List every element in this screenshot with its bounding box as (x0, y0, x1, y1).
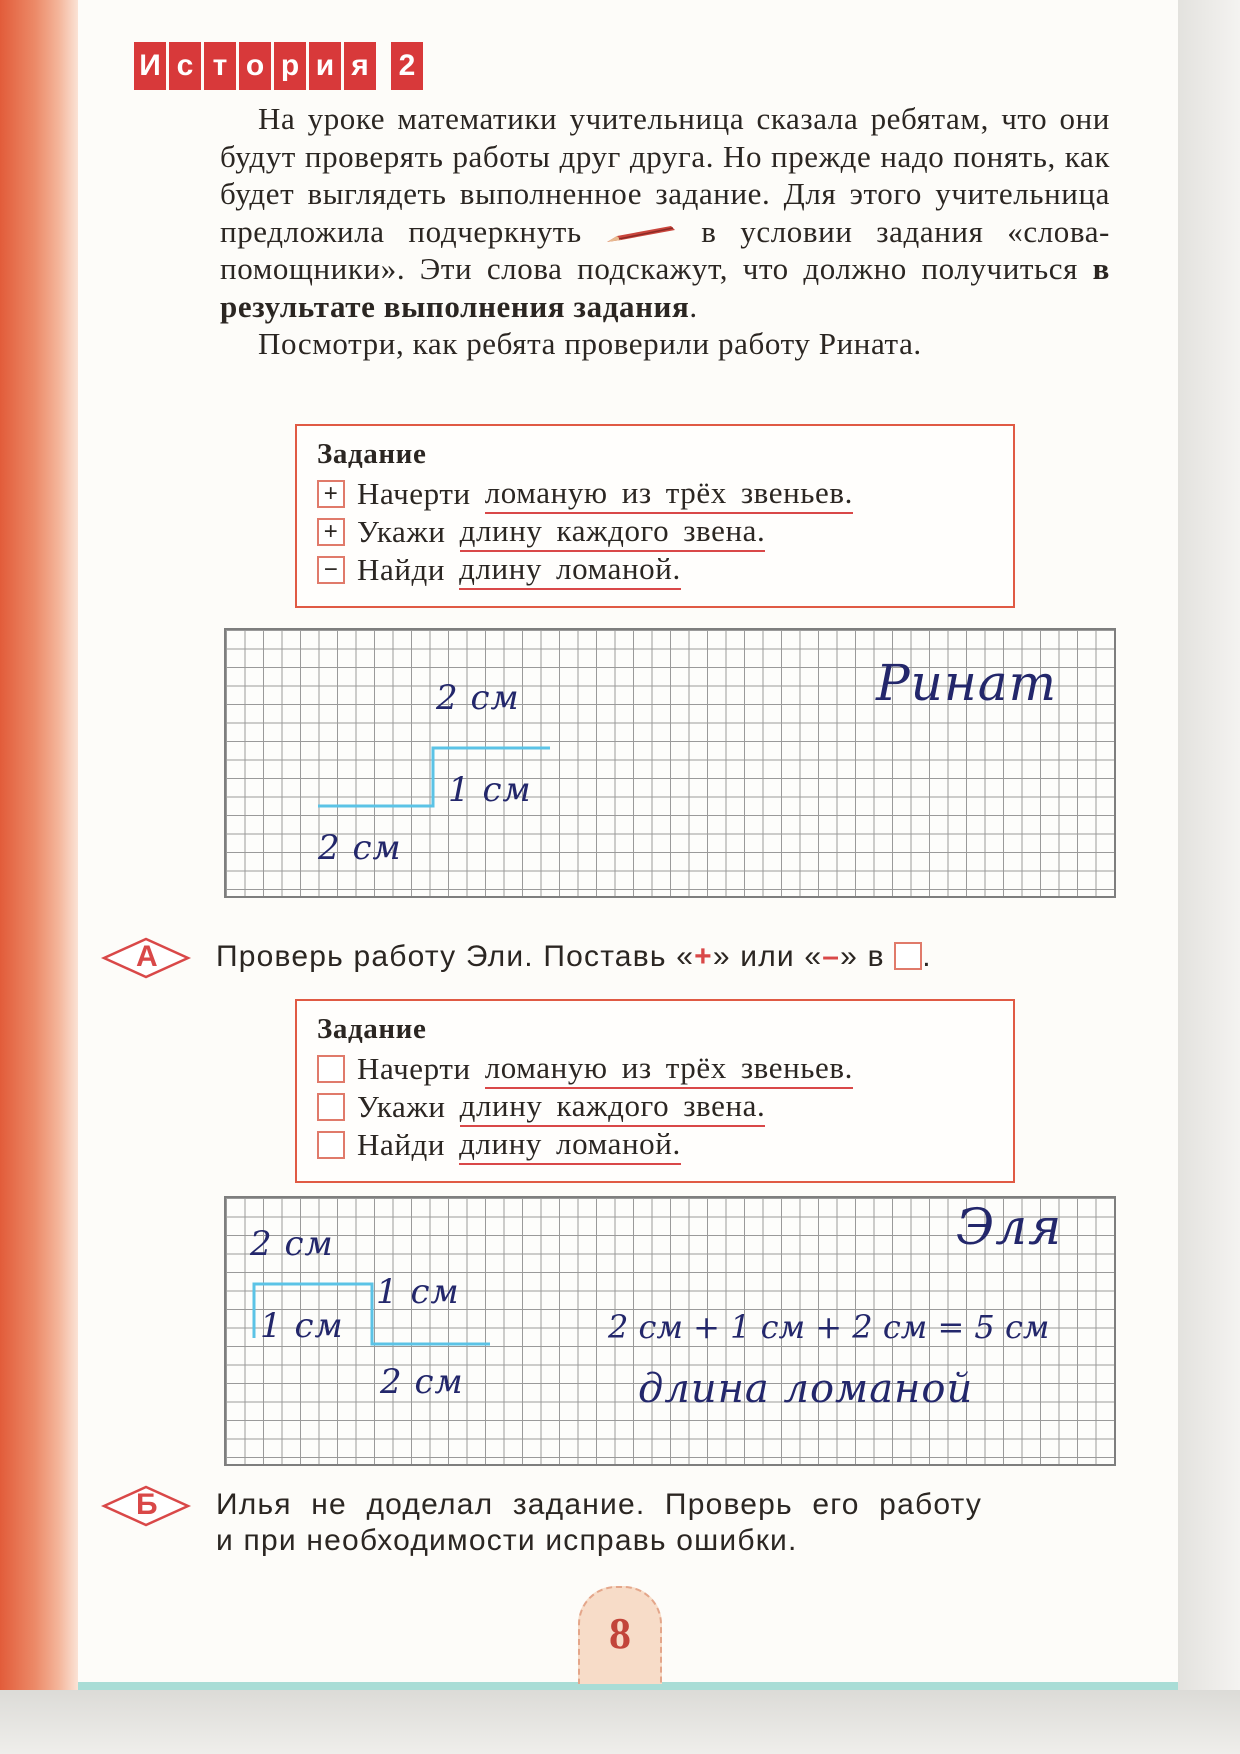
page-number: 8 (609, 1609, 631, 1658)
title-letter: И (134, 42, 166, 90)
title-letter: я (344, 42, 376, 90)
result-caption: длина ломаной (638, 1366, 974, 1412)
helper-words: ломаную из трёх звеньев. (485, 475, 853, 514)
handwritten-label: 1 см (260, 1306, 344, 1346)
helper-words: ломаную из трёх звеньев. (485, 1050, 853, 1089)
task-title: Задание (317, 1013, 427, 1045)
intro-text-part: в условии задания «слова-помощники». Эти слова подскажут, что должно получиться (220, 213, 1110, 286)
title-letter: и (309, 42, 341, 90)
task-box-elya (295, 999, 1015, 1183)
task-verb: Начерти (357, 1051, 471, 1086)
exercise-b-line2: и при необходимости исправь ошибки. (216, 1524, 798, 1557)
handwritten-label: 2 см (250, 1224, 334, 1264)
task-item (317, 476, 853, 512)
handwritten-label: 2 см (318, 828, 402, 868)
answer-box-icon (894, 942, 922, 970)
notebook-grid-elya (224, 1196, 1116, 1466)
check-mark-box: − (317, 556, 345, 584)
task-verb: Начерти (357, 476, 471, 511)
helper-words: длину каждого звена. (460, 1088, 766, 1127)
intro-paragraph (220, 100, 1110, 325)
exercise-letter: Б (136, 1488, 159, 1521)
helper-words: длину каждого звена. (460, 513, 766, 552)
task-verb: Укажи (357, 514, 446, 549)
task-item (317, 552, 681, 588)
page-bottom-shadow (0, 1690, 1240, 1754)
task-title: Задание (317, 438, 427, 470)
check-mark-box[interactable] (317, 1131, 345, 1159)
title-letter: т (204, 42, 236, 90)
exercise-b-line1: Илья не доделал задание. Проверь его работу (216, 1488, 983, 1521)
story-number: 2 (391, 42, 423, 90)
handwritten-label: 1 см (376, 1272, 460, 1312)
exercise-b (100, 1484, 1120, 1568)
task-verb: Найди (357, 552, 446, 587)
page-edge-shadow (1178, 0, 1240, 1754)
student-name: Эля (956, 1198, 1063, 1256)
story-title (134, 42, 423, 92)
handwritten-label: 1 см (448, 770, 532, 810)
check-mark-box: + (317, 518, 345, 546)
task-box-rinat (295, 424, 1015, 608)
check-mark-box: + (317, 480, 345, 508)
check-mark-box[interactable] (317, 1055, 345, 1083)
check-mark-box[interactable] (317, 1093, 345, 1121)
handwritten-label: 2 см (380, 1362, 464, 1402)
helper-words: длину ломаной. (459, 551, 681, 590)
intro-text-end: . (689, 288, 698, 324)
title-letter: о (239, 42, 271, 90)
title-letter: с (169, 42, 201, 90)
task-item (317, 1051, 853, 1087)
task-item (317, 514, 765, 550)
student-name: Ринат (876, 654, 1058, 712)
exercise-letter: А (136, 940, 159, 973)
sum-equation: 2 см + 1 см + 2 см = 5 см (608, 1308, 1050, 1346)
helper-words: длину ломаной. (459, 1126, 681, 1165)
intro-text-part: На уроке математики учительница сказала ребятам, что они будут проверять работы друг друга. Но прежде надо понять, как будет выглядеть выполненное задание. Для этого учительница предложила подчеркнуть (220, 101, 1110, 249)
page-spine (0, 0, 78, 1690)
task-item (317, 1089, 765, 1125)
intro-paragraph-2: Посмотри, как ребята проверили работу Рината. (258, 326, 922, 361)
task-verb: Найди (357, 1127, 446, 1162)
title-letter: р (274, 42, 306, 90)
exercise-a-text: Проверь работу Эли. Поставь «+» или «–» в . (216, 940, 932, 973)
notebook-grid-rinat (224, 628, 1116, 898)
intro-bold-text: в результате выполнения задания (220, 251, 1111, 324)
pencil-icon (605, 224, 677, 244)
task-item (317, 1127, 681, 1163)
task-verb: Укажи (357, 1089, 446, 1124)
page-number-badge (578, 1586, 662, 1684)
exercise-a (100, 936, 1120, 980)
handwritten-label: 2 см (436, 678, 520, 718)
intro-text (220, 100, 1110, 363)
